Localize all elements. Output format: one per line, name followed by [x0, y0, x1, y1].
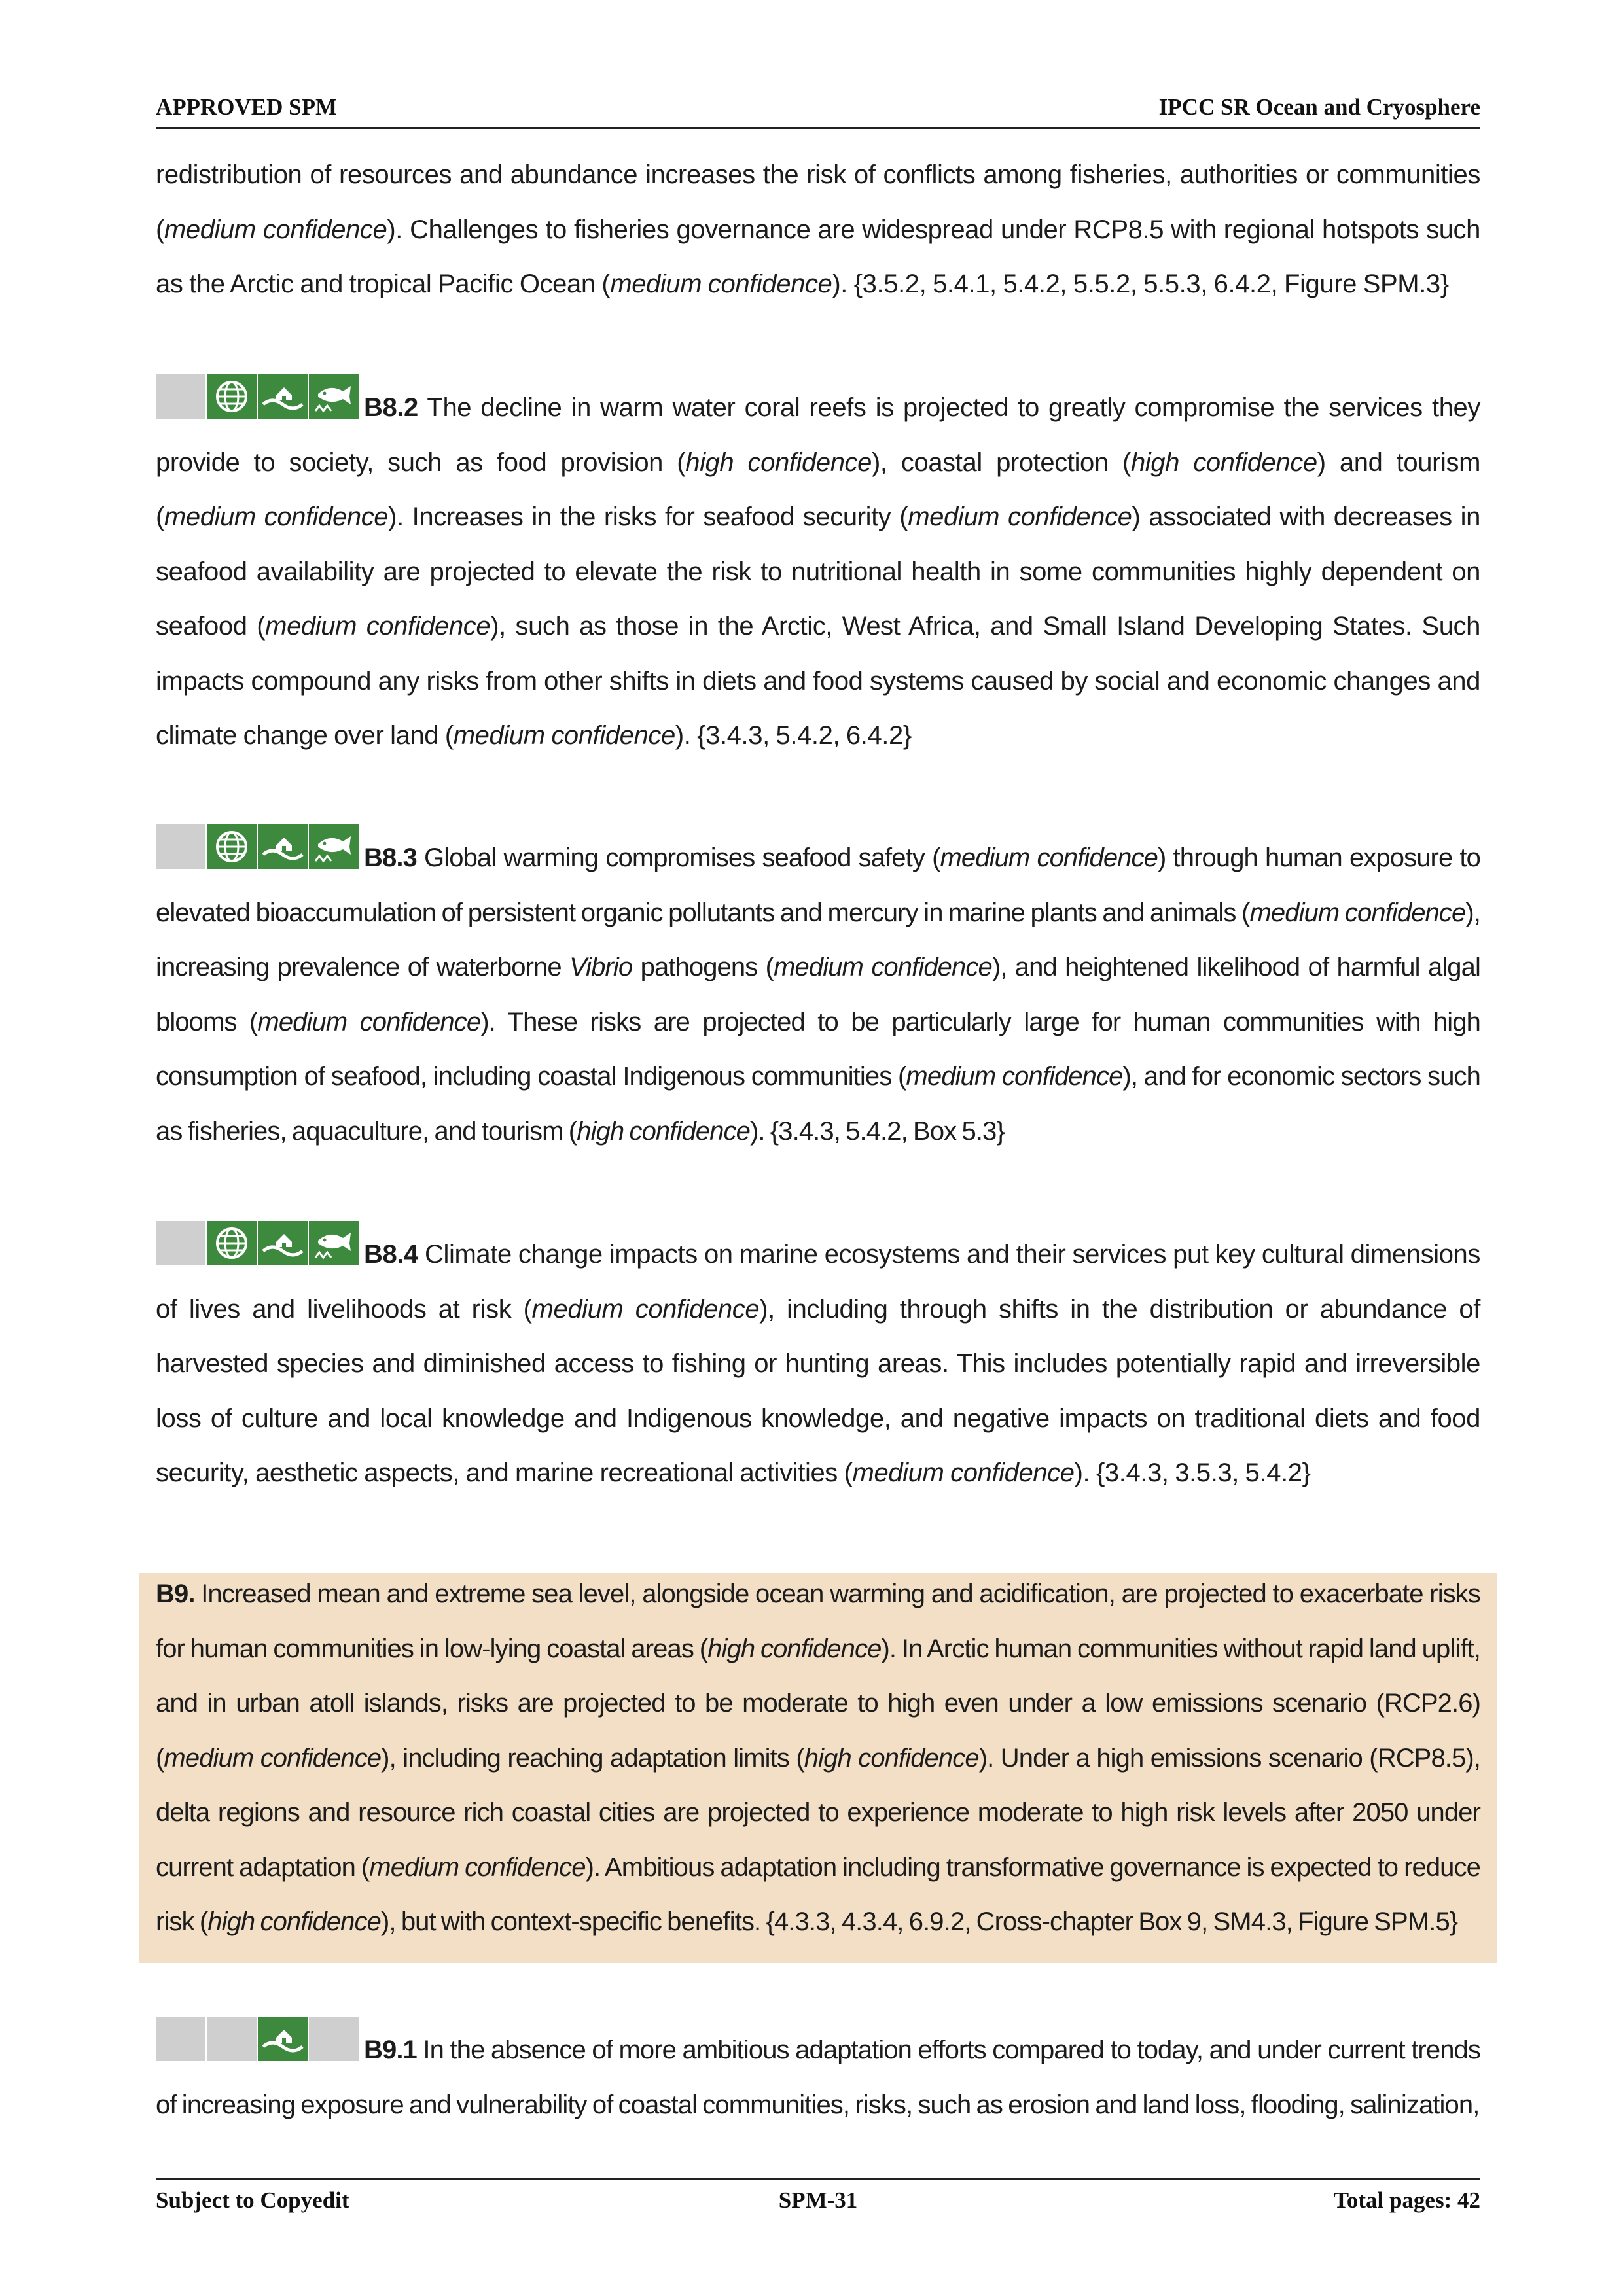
icon-strip — [156, 1221, 360, 1265]
fish-cultural-icon — [309, 374, 359, 419]
footer-left: Subject to Copyedit — [156, 2187, 349, 2213]
text-run: ). These risks are projected to be particularly large for human communities with high consumption of seafood, including coastal Indigenous communities ( — [156, 1007, 1480, 1091]
statement-b8-2 — [156, 374, 1480, 764]
empty-slot — [156, 2017, 205, 2061]
running-header — [156, 94, 1480, 129]
text-run: Climate change impacts on marine ecosystems and their services put key cultural dimensions of lives and livelihoods at risk ( — [156, 1240, 1480, 1324]
globe-icon — [207, 1221, 257, 1265]
coastal-house-icon — [258, 374, 308, 419]
text-run: Global warming compromises seafood safety ( — [416, 843, 940, 872]
continuation-paragraph — [156, 148, 1480, 312]
text-run: ). {3.4.3, 5.4.2, Box 5.3} — [749, 1116, 1005, 1146]
empty-slot — [309, 2017, 359, 2061]
text-run: ), and for economic sectors such as fisheries, aquaculture, and tourism ( — [156, 1062, 1480, 1146]
text-run: ) and tourism ( — [156, 448, 1481, 531]
text-run: ). In Arctic human communities without rapid land uplift, and in urban atoll islands, risks are projected to be moderate to high even under a low emissions scenario (RCP2.6) ( — [156, 1634, 1480, 1773]
text-run: ). Increases in the risks for seafood security ( — [388, 503, 908, 531]
statement-number: B8.2 — [364, 393, 418, 422]
text-run: ). Ambitious adaptation including transformative governance is expected to reduce risk ( — [156, 1852, 1480, 1936]
statement-number: B9. — [156, 1580, 195, 1608]
confidence-term: medium confidence — [164, 215, 387, 244]
confidence-term: high confidence — [804, 1743, 979, 1773]
confidence-term: medium confidence — [164, 1743, 382, 1773]
text-run: ), including through shifts in the distribution or abundance of harvested species and diminished access to fishing or hunting areas. This includes potentially rapid and irreversible loss of culture and local knowledge and Indigenous knowledge, and negative impacts on traditional diets and food security, aesthetic aspects, and marine recreational activities ( — [156, 1294, 1480, 1487]
confidence-term: high confidence — [1130, 448, 1317, 477]
text-run: ), increasing prevalence of waterborne — [156, 898, 1480, 981]
statement-number: B8.3 — [364, 843, 417, 872]
coastal-house-icon — [258, 2017, 308, 2061]
statement-number: B9.1 — [364, 2036, 417, 2064]
icon-strip — [156, 374, 360, 419]
confidence-term: high confidence — [207, 1907, 381, 1936]
text-run: ), including reaching adaptation limits ( — [381, 1743, 804, 1773]
text-run: ), and heightened likelihood of harmful algal blooms ( — [156, 953, 1480, 1036]
confidence-term: high confidence — [577, 1116, 750, 1146]
globe-icon — [207, 824, 257, 869]
statement-number: B8.4 — [364, 1240, 418, 1269]
text-run: ), such as those in the Arctic, West Africa, and Small Island Developing States. Such impacts compound any risks from other shifts in diets and food systems caused by social and economic changes and climate change over land ( — [156, 612, 1480, 750]
empty-slot — [156, 374, 205, 419]
text-run: In the absence of more ambitious adaptation efforts compared to today, and under current trends of increasing exposure and vulnerability of coastal communities, risks, such as erosion and land loss, flooding, salinization, — [156, 2036, 1480, 2119]
statement-b8-4 — [156, 1221, 1480, 1501]
confidence-term: medium confidence — [610, 270, 832, 298]
text-run: The decline in warm water coral reefs is projected to greatly compromise the services they provide to society, such as food provision ( — [156, 393, 1480, 477]
empty-slot — [156, 1221, 205, 1265]
species-name: Vibrio — [569, 953, 633, 981]
confidence-term: medium confidence — [257, 1007, 481, 1036]
statement-b9-1 — [156, 2017, 1480, 2132]
page-number: SPM-31 — [778, 2187, 858, 2213]
confidence-term: medium confidence — [369, 1852, 586, 1882]
text-run: ) associated with decreases in seafood availability are projected to elevate the risk to nutritional health in some communities highly dependent on seafood ( — [156, 503, 1480, 641]
confidence-term: medium confidence — [265, 612, 491, 641]
confidence-term: medium confidence — [908, 503, 1132, 531]
text-run: ), but with context-specific benefits. {4.3.3, 4.3.4, 6.9.2, Cross-chapter Box 9, SM4.3, Figure SPM.5} — [380, 1907, 1458, 1936]
confidence-term: high confidence — [707, 1634, 882, 1663]
confidence-term: high confidence — [685, 448, 872, 477]
text-run: ), coastal protection ( — [871, 448, 1131, 477]
text-run: ). Under a high emissions scenario (RCP8.5), delta regions and resource rich coastal cities are projected to experience moderate to high risk levels after 2050 under current adaptation ( — [156, 1743, 1480, 1882]
running-footer — [156, 2178, 1480, 2214]
confidence-term: medium confidence — [1249, 898, 1466, 927]
fish-cultural-icon — [309, 1221, 359, 1265]
text-run: redistribution of resources and abundance increases the risk of conflicts among fisheries, authorities or communities ( — [156, 160, 1480, 244]
fish-cultural-icon — [309, 824, 359, 869]
confidence-term: medium confidence — [531, 1294, 760, 1324]
text-run: ). {3.4.3, 5.4.2, 6.4.2} — [675, 721, 912, 750]
confidence-term: medium confidence — [852, 1458, 1075, 1487]
statement-b8-3 — [156, 824, 1480, 1159]
header-right: IPCC SR Ocean and Cryosphere — [1158, 94, 1480, 120]
coastal-house-icon — [258, 1221, 308, 1265]
icon-strip — [156, 824, 360, 869]
confidence-term: medium confidence — [940, 843, 1158, 872]
text-run: ). {3.4.3, 3.5.3, 5.4.2} — [1074, 1458, 1311, 1487]
confidence-term: medium confidence — [453, 721, 675, 750]
header-left: APPROVED SPM — [156, 94, 338, 120]
headline-statement-b9 — [156, 1567, 1480, 1950]
text-run: ). {3.5.2, 5.4.1, 5.4.2, 5.5.2, 5.5.3, 6.4.2, Figure SPM.3} — [832, 270, 1449, 298]
footer-right: Total pages: 42 — [1333, 2187, 1480, 2213]
confidence-term: medium confidence — [774, 953, 992, 981]
text-run: ). Challenges to fisheries governance are widespread under RCP8.5 with regional hotspots such as the Arctic and tropical Pacific Ocean ( — [156, 215, 1481, 298]
confidence-term: medium confidence — [906, 1062, 1123, 1091]
coastal-house-icon — [258, 824, 308, 869]
text-run: Increased mean and extreme sea level, alongside ocean warming and acidification, are projected to exacerbate risks for human communities in low-lying coastal areas ( — [156, 1580, 1480, 1663]
icon-strip — [156, 2017, 360, 2061]
empty-slot — [207, 2017, 257, 2061]
empty-slot — [156, 824, 205, 869]
confidence-term: medium confidence — [164, 503, 389, 531]
text-run: pathogens ( — [632, 953, 774, 981]
text-run: ) through human exposure to elevated bioaccumulation of persistent organic pollutants and mercury in marine plants and animals ( — [156, 843, 1480, 927]
globe-icon — [207, 374, 257, 419]
